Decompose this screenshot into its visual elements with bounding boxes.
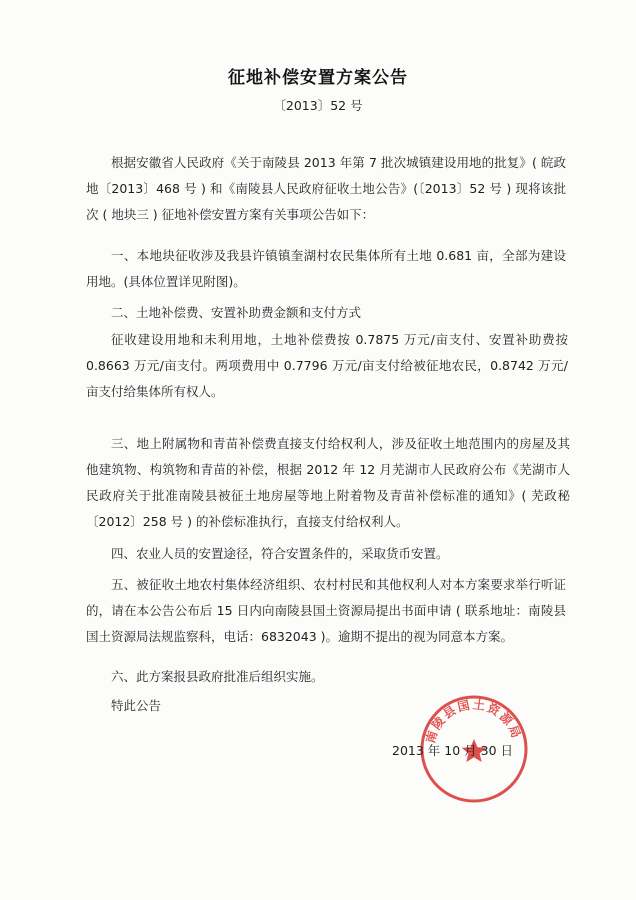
seal-text: 南陵县国土资源局	[423, 697, 524, 745]
document-number: 〔2013〕52 号	[273, 98, 363, 113]
paragraph-item-2-body: 征收建设用地和未利用地，土地补偿费按 0.7875 万元/亩支付、安置补助费按 0.8663 万元/亩支付。两项费用中 0.7796 万元/亩支付给被征地农民，0.8742 万元/亩支付给集体所有权人。	[86, 332, 568, 399]
paragraph-item-3: 三、地上附属物和青苗补偿费直接支付给权利人，涉及征收土地范围内的房屋及其他建筑物、构筑物和青苗的补偿，根据 2012 年 12 月芜湖市人民政府公布《芜湖市人民政府关于批准南陵县被征土地房屋等地上附着物及青苗补偿标准的通知》( 芜政秘〔2012〕258 号 ) 的补偿标准执行，直接支付给权利人。	[86, 436, 570, 529]
paragraph-item-6: 六、此方案报县政府批准后组织实施。	[111, 669, 324, 684]
paragraph-item-1: 一、本地块征收涉及我县许镇镇奎湖村农民集体所有土地 0.681 亩，全部为建设用地。(具体位置详见附图)。	[86, 248, 566, 289]
document-title: 征地补偿安置方案公告	[228, 68, 408, 88]
paragraph-item-2-heading: 二、土地补偿费、安置补助费金额和支付方式	[111, 305, 362, 320]
document-date: 2013 年 10 月 30 日	[392, 743, 513, 758]
paragraph-intro: 根据安徽省人民政府《关于南陵县 2013 年第 7 批次城镇建设用地的批复》( 皖政地〔2013〕468 号 ) 和《南陵县人民政府征收土地公告》(〔2013〕52 号 ) 现将该批次 ( 地块三 ) 征地补偿安置方案有关事项公告如下：	[86, 155, 566, 222]
paragraph-item-4: 四、农业人员的安置途径，符合安置条件的，采取货币安置。	[111, 546, 449, 561]
closing-statement: 特此公告	[111, 698, 162, 713]
paragraph-item-5: 五、被征收土地农村集体经济组织、农村村民和其他权利人对本方案要求举行听证的，请在本公告公布后 15 日内向南陵县国土资源局提出书面申请 ( 联系地址：南陵县国土资源局法规监察科，电话：6832043 )。逾期不提出的视为同意本方案。	[86, 577, 566, 644]
